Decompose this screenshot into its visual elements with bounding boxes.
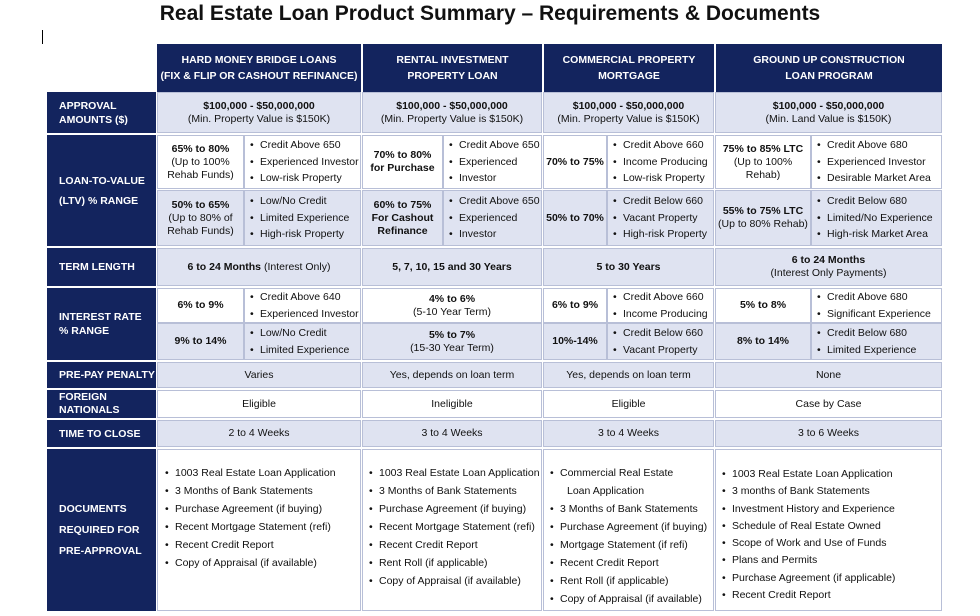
ltv-rental-bottom-range: 60% to 75% For Cashout Refinance <box>362 190 443 246</box>
column-header-commercial: COMMERCIAL PROPERTY MORTGAGE <box>543 44 714 92</box>
list-item: • Purchase Agreement (if buying) <box>164 500 360 518</box>
list-item: • 1003 Real Estate Loan Application <box>164 464 360 482</box>
foreign-construction: Case by Case <box>715 390 942 418</box>
ltv-hard-money-bottom-range: 50% to 65% (Up to 80% of Rehab Funds) <box>157 190 244 246</box>
ltv-commercial-bottom-criteria: • Credit Below 660 • Vacant Property • High-risk Property <box>607 190 714 246</box>
list-item: • Purchase Agreement (if buying) <box>549 518 713 536</box>
approval-rental: $100,000 - $50,000,000 (Min. Property Value is $150K) <box>362 92 542 133</box>
list-item: • Recent Mortgage Statement (refi) <box>164 518 360 536</box>
page-title: Real Estate Loan Product Summary – Requirements & Documents <box>159 2 821 25</box>
interest-hard-money-bottom-criteria: • Low/No Credit • Limited Experience <box>244 323 361 360</box>
prepay-commercial: Yes, depends on loan term <box>543 362 714 388</box>
ltv-commercial-top-range: 70% to 75% <box>543 135 607 189</box>
ltv-commercial-top-criteria: • Credit Above 660 • Income Producing • Low-risk Property <box>607 135 714 189</box>
column-header-construction: GROUND UP CONSTRUCTION LOAN PROGRAM <box>715 44 942 92</box>
list-item: • Scope of Work and Use of Funds <box>721 535 941 552</box>
ltv-construction-bottom-criteria: • Credit Below 680 • Limited/No Experience • High-risk Market Area <box>811 190 942 246</box>
row-header-interest: INTEREST RATE % RANGE <box>47 288 156 360</box>
row-header-documents: DOCUMENTS REQUIRED FOR PRE-APPROVAL <box>47 449 156 611</box>
foreign-commercial: Eligible <box>543 390 714 418</box>
interest-construction-top-range: 5% to 8% <box>715 288 811 323</box>
list-item: • Copy of Appraisal (if available) <box>368 572 541 590</box>
prepay-hard-money: Varies <box>157 362 361 388</box>
term-commercial: 5 to 30 Years <box>543 248 714 286</box>
ltv-rental-bottom-criteria: • Credit Above 650 • Experienced • Investor <box>443 190 542 246</box>
row-header-foreign: FOREIGN NATIONALS <box>47 390 156 418</box>
interest-rental-bottom: 5% to 7% (15-30 Year Term) <box>362 323 542 360</box>
list-item: • Purchase Agreement (if applicable) <box>721 570 941 587</box>
row-header-prepay: PRE-PAY PENALTY <box>47 362 156 388</box>
list-item: • Copy of Appraisal (if available) <box>549 590 713 608</box>
ltv-hard-money-bottom-criteria: • Low/No Credit • Limited Experience • High-risk Property <box>244 190 361 246</box>
close-hard-money: 2 to 4 Weeks <box>157 420 361 447</box>
row-header-close: TIME TO CLOSE <box>47 420 156 447</box>
list-item: • 1003 Real Estate Loan Application <box>721 466 941 483</box>
interest-construction-bottom-range: 8% to 14% <box>715 323 811 360</box>
text-cursor <box>42 30 43 44</box>
prepay-construction: None <box>715 362 942 388</box>
interest-rental-top: 4% to 6% (5-10 Year Term) <box>362 288 542 323</box>
list-item: • Commercial Real Estate <box>549 464 713 482</box>
close-construction: 3 to 6 Weeks <box>715 420 942 447</box>
list-item-continuation: Loan Application <box>567 485 645 497</box>
ltv-construction-bottom-range: 55% to 75% LTC (Up to 80% Rehab) <box>715 190 811 246</box>
list-item: • Recent Mortgage Statement (refi) <box>368 518 541 536</box>
interest-commercial-top-criteria: • Credit Above 660 • Income Producing <box>607 288 714 323</box>
row-header-approval: APPROVAL AMOUNTS ($) <box>47 92 156 133</box>
interest-construction-bottom-criteria: • Credit Below 680 • Limited Experience <box>811 323 942 360</box>
list-item: • 3 months of Bank Statements <box>721 483 941 500</box>
foreign-rental: Ineligible <box>362 390 542 418</box>
ltv-rental-top-range: 70% to 80% for Purchase <box>362 135 443 189</box>
documents-construction <box>715 449 942 611</box>
close-rental: 3 to 4 Weeks <box>362 420 542 447</box>
column-header-hard-money: HARD MONEY BRIDGE LOANS (FIX & FLIP OR CASHOUT REFINANCE) <box>157 44 361 92</box>
term-hard-money: 6 to 24 Months (Interest Only) <box>157 248 361 286</box>
list-item: • 1003 Real Estate Loan Application <box>368 464 541 482</box>
list-item: • Investment History and Experience <box>721 501 941 518</box>
interest-commercial-top-range: 6% to 9% <box>543 288 607 323</box>
approval-commercial: $100,000 - $50,000,000 (Min. Property Value is $150K) <box>543 92 714 133</box>
interest-hard-money-top-criteria: • Credit Above 640 • Experienced Investor <box>244 288 361 323</box>
list-item: • Purchase Agreement (if buying) <box>368 500 541 518</box>
ltv-construction-top-range: 75% to 85% LTC (Up to 100% Rehab) <box>715 135 811 189</box>
ltv-construction-top-criteria: • Credit Above 680 • Experienced Investor • Desirable Market Area <box>811 135 942 189</box>
list-item: • Plans and Permits <box>721 552 941 569</box>
approval-hard-money: $100,000 - $50,000,000 (Min. Property Value is $150K) <box>157 92 361 133</box>
documents-rental <box>362 449 542 611</box>
list-item: • Recent Credit Report <box>721 587 941 604</box>
ltv-hard-money-top-range: 65% to 80% (Up to 100% Rehab Funds) <box>157 135 244 189</box>
list-item: • Recent Credit Report <box>164 536 360 554</box>
list-item: • Recent Credit Report <box>549 554 713 572</box>
prepay-rental: Yes, depends on loan term <box>362 362 542 388</box>
interest-commercial-bottom-criteria: • Credit Below 660 • Vacant Property <box>607 323 714 360</box>
row-header-term: TERM LENGTH <box>47 248 156 286</box>
list-item: • 3 Months of Bank Statements <box>164 482 360 500</box>
list-item: • Mortgage Statement (if refi) <box>549 536 713 554</box>
list-item: • Recent Credit Report <box>368 536 541 554</box>
column-header-rental: RENTAL INVESTMENT PROPERTY LOAN <box>362 44 542 92</box>
interest-hard-money-top-range: 6% to 9% <box>157 288 244 323</box>
interest-commercial-bottom-range: 10%-14% <box>543 323 607 360</box>
list-item: • Schedule of Real Estate Owned <box>721 518 941 535</box>
list-item: • 3 Months of Bank Statements <box>549 500 713 518</box>
ltv-rental-top-criteria: • Credit Above 650 • Experienced • Investor <box>443 135 542 189</box>
ltv-hard-money-top-criteria: • Credit Above 650 • Experienced Investor • Low-risk Property <box>244 135 361 189</box>
row-header-ltv: LOAN-TO-VALUE (LTV) % RANGE <box>47 135 156 246</box>
ltv-commercial-bottom-range: 50% to 70% <box>543 190 607 246</box>
term-construction: 6 to 24 Months (Interest Only Payments) <box>715 248 942 286</box>
interest-construction-top-criteria: • Credit Above 680 • Significant Experience <box>811 288 942 323</box>
documents-commercial <box>543 449 714 611</box>
list-item: • Rent Roll (if applicable) <box>549 572 713 590</box>
list-item: • Rent Roll (if applicable) <box>368 554 541 572</box>
list-item: • Copy of Appraisal (if available) <box>164 554 360 572</box>
interest-hard-money-bottom-range: 9% to 14% <box>157 323 244 360</box>
documents-hard-money <box>157 449 361 611</box>
close-commercial: 3 to 4 Weeks <box>543 420 714 447</box>
approval-construction: $100,000 - $50,000,000 (Min. Land Value is $150K) <box>715 92 942 133</box>
list-item: • 3 Months of Bank Statements <box>368 482 541 500</box>
term-rental: 5, 7, 10, 15 and 30 Years <box>362 248 542 286</box>
foreign-hard-money: Eligible <box>157 390 361 418</box>
